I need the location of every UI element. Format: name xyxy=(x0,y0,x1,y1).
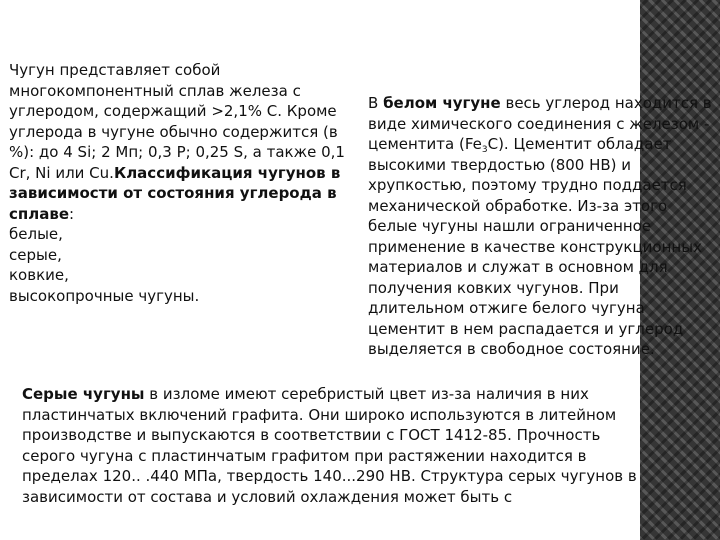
intro-text: Чугун представляет собой многокомпонентный сплав железа с углеродом, содержащий >2,1% С. Кроме углерода в чугуне обычно содержится (в %): до 4 Si; 2 Мп; 0,3 Р; 0,25 S, а также 0,1 Cr, Ni или Cu. xyxy=(9,61,345,182)
classification-item: ковкие, xyxy=(9,266,69,284)
classification-item: серые, xyxy=(9,245,62,264)
intro-paragraph xyxy=(9,60,359,224)
classification-heading: Классификация чугунов в зависимости от состояния углерода в сплаве xyxy=(9,163,341,223)
white-iron-text-2: С). Цементит обладает высокими твердостью (800 НВ) и хрупкостью, поэтому трудно поддается механической обработке. Из-за этого белые чугуны нашли ограниченное применение в качестве конструкционных материалов и служат в основном для получения ковких чугунов. При длительном отжиге белого чугуна цементит в нем распадается и углерод выделяется в свободное состояние. xyxy=(368,135,702,358)
grey-iron-term: Серые чугуны xyxy=(22,385,145,403)
classification-colon: : xyxy=(69,204,75,223)
classification-item: белые, xyxy=(9,225,63,243)
white-iron-prefix: В xyxy=(368,94,384,112)
grey-iron-text: в изломе имеют серебристый цвет из-за наличия в них пластинчатых включений графита. Они широко используются в литейном производстве и выпускаются в соответствии с ГОСТ 1412-85. Прочность серого чугуна с пластинчатым графитом при растяжении находится в пределах 120.. .440 МПа, твердость 140...290 НВ. Структура серых чугунов в зависимости от состава и условий охлаждения может быть с xyxy=(22,385,637,506)
formula-subscript: 3 xyxy=(481,145,488,155)
grey-iron-paragraph xyxy=(22,384,642,507)
cast-iron-intro-text xyxy=(9,60,359,306)
white-iron-text-1: весь углерод находится в виде химического соединения с железом - цементита (Fe xyxy=(368,94,712,153)
white-cast-iron-text xyxy=(368,93,713,360)
white-iron-paragraph xyxy=(368,93,713,360)
white-iron-term: белом чугуне xyxy=(383,94,501,112)
grey-cast-iron-text xyxy=(22,384,642,507)
classification-item: высокопрочные чугуны. xyxy=(9,286,200,305)
